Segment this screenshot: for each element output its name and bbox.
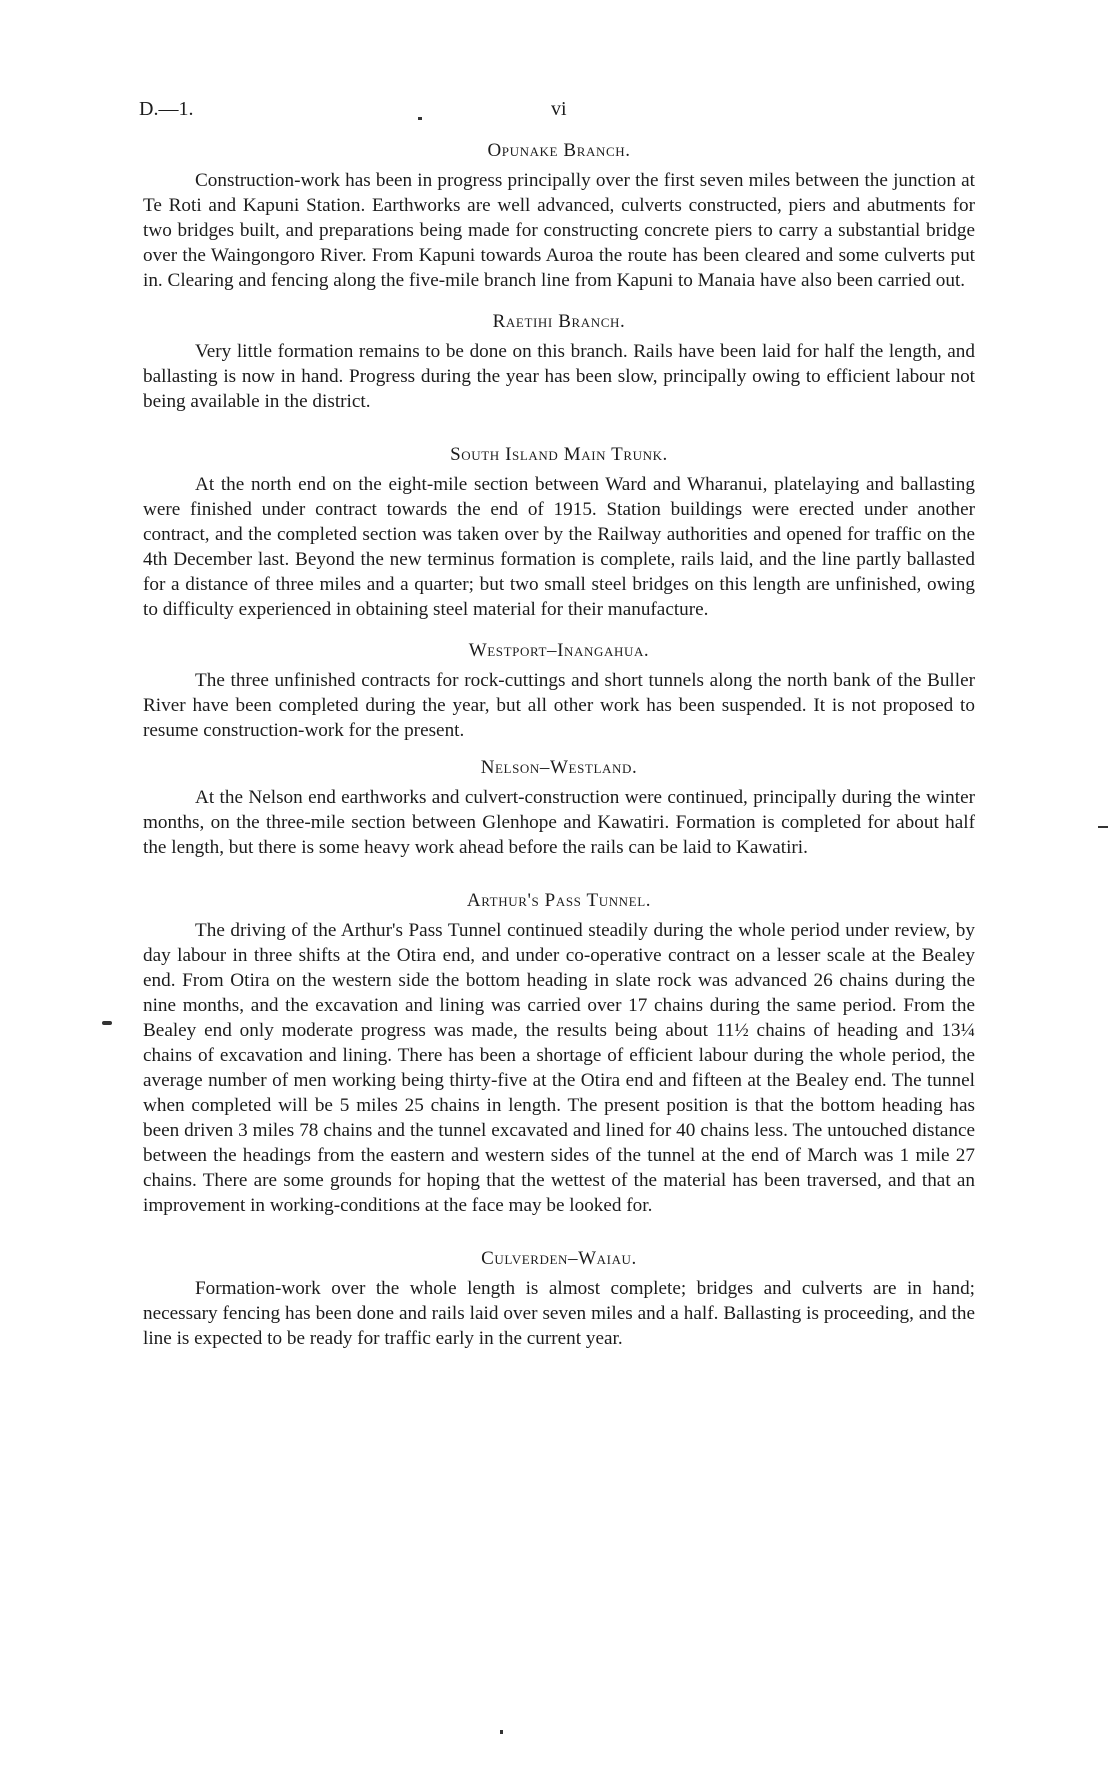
section-heading: Raetihi Branch. [492, 311, 626, 332]
section-paragraph: Formation-work over the whole length is almost complete; bridges and culverts are in hand; necessary fencing has been done and rails laid over seven miles and a half. Ballasting is proceeding, and the line is expected to be ready for traffic early in the current year. [143, 1278, 975, 1349]
document-body [143, 140, 975, 1351]
scan-speck [102, 1021, 112, 1025]
section-heading: South Island Main Trunk. [450, 444, 668, 465]
scan-speck [500, 1730, 503, 1734]
section-heading: Nelson–Westland. [480, 757, 638, 778]
section-nelson-westland [143, 757, 975, 860]
section-arthurs-pass-tunnel [143, 890, 975, 1218]
section-paragraph: Very little formation remains to be done on this branch. Rails have been laid for half the length, and ballasting is now in hand. Progress during the year has been slow, principally owing to efficient labour not being available in the district. [143, 341, 975, 412]
section-raetihi-branch [143, 311, 975, 414]
section-heading: Arthur's Pass Tunnel. [466, 890, 652, 911]
page-number: vi [551, 98, 567, 120]
section-paragraph: At the north end on the eight-mile section between Ward and Wharanui, platelaying and ballasting were finished under contract towards the end of 1915. Station buildings were erected under another contract, and the completed section was taken over by the Railway authorities and opened for traffic on the 4th December last. Beyond the new terminus formation is complete, rails laid, and the line partly ballasted for a distance of three miles and a quarter; but two small steel bridges on this length are unfinished, owing to difficulty experienced in obtaining steel material for their manufacture. [143, 474, 975, 620]
section-heading: Opunake Branch. [487, 140, 631, 161]
section-heading: Westport–Inangahua. [468, 640, 650, 661]
section-paragraph: The driving of the Arthur's Pass Tunnel continued steadily during the whole period under review, by day labour in three shifts at the Otira end, and under co-operative contract on a lesser scale at the Bealey end. From Otira on the western side the bottom heading in slate rock was advanced 26 chains during the nine months, and the excavation and lining was carried over 17 chains during the same period. From the Bealey end only moderate progress was made, the results being about 11½ chains of heading and 13¼ chains of excavation and lining. There has been a shortage of efficient labour during the whole period, the average number of men working being thirty-five at the Otira end and fifteen at the Bealey end. The tunnel when completed will be 5 miles 25 chains in length. The present position is that the bottom heading has been driven 3 miles 78 chains and the tunnel excavated and lined for 40 chains less. The untouched distance between the headings from the eastern and western sides of the tunnel at the end of March was 1 mile 27 chains. There are some grounds for hoping that the wettest of the material has been traversed, and that an improvement in working-conditions at the face may be looked for. [143, 920, 975, 1216]
section-paragraph: The three unfinished contracts for rock-cuttings and short tunnels along the north bank of the Buller River have been completed during the year, but all other work has been suspended. It is not proposed to resume construction-work for the present. [143, 670, 975, 741]
section-westport-inangahua [143, 640, 975, 743]
scan-speck [418, 117, 422, 120]
document-reference: D.—1. [139, 98, 194, 120]
section-south-island-main-trunk [143, 444, 975, 622]
section-culverden-waiau [143, 1248, 975, 1351]
section-heading: Culverden–Waiau. [481, 1248, 637, 1269]
scan-speck [1098, 826, 1108, 828]
section-paragraph: At the Nelson end earthworks and culvert-construction were continued, principally during the winter months, on the three-mile section between Glenhope and Kawatiri. Formation is completed for about half the length, but there is some heavy work ahead before the rails can be laid to Kawatiri. [143, 787, 975, 858]
section-paragraph: Construction-work has been in progress principally over the first seven miles between the junction at Te Roti and Kapuni Station. Earthworks are well advanced, culverts constructed, piers and abutments for two bridges built, and preparations being made for constructing concrete piers to carry a substantial bridge over the Waingongoro River. From Kapuni towards Auroa the route has been cleared and some culverts put in. Clearing and fencing along the five-mile branch line from Kapuni to Manaia have also been carried out. [143, 170, 975, 291]
section-opunake-branch [143, 140, 975, 293]
